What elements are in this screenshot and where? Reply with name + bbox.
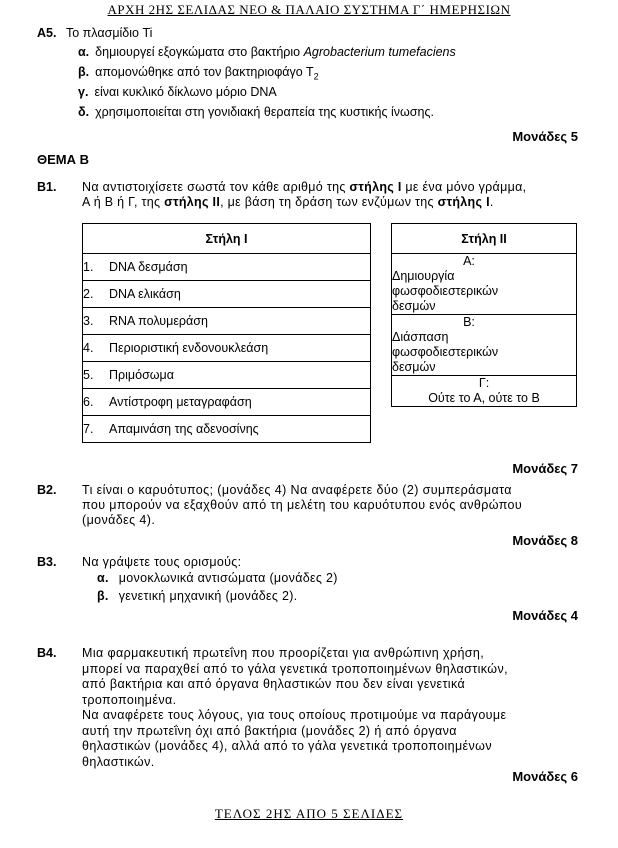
question-number-a5: Α5. [37, 26, 57, 40]
option-a5-c: γ. είναι κυκλικό δίκλωνο μόριο DNA [78, 85, 277, 99]
marks-b2: Μονάδες 8 [512, 533, 578, 548]
table-row: Β: Διάσπαση φωσφοδιεστερικών δεσμών [392, 315, 577, 376]
table-row: 5. Πριμόσωμα [83, 362, 371, 389]
option-a5-b: β. απομονώθηκε από τον βακτηριοφάγο $T_2$ [78, 65, 319, 82]
page-header: ΑΡΧΗ 2ΗΣ ΣΕΛΙΔΑΣ ΝΕΟ & ΠΑΛΑΙΟ ΣΥΣΤΗΜΑ Γ΄ ΗΜΕΡΗΣΙΩΝ [107, 2, 511, 17]
section-title: ΘΕΜΑ Β [37, 152, 89, 167]
question-text-b2: Τι είναι ο καρυότυπος; (μονάδες 4) Να αναφέρετε δύο (2) συμπεράσματα που μπορούν να εξαχθούν από τη μελέτη του καρυότυπου ενός ανθρώπου (μονάδες 4). [82, 483, 523, 527]
marks-b1: Μονάδες 7 [512, 461, 578, 476]
table-row: 3. RNA πολυμεράση [83, 308, 371, 335]
question-number-b1: Β1. [37, 180, 57, 194]
column-2-header: Στήλη ΙΙ [392, 224, 577, 254]
question-number-b3: Β3. [37, 555, 57, 569]
table-row: Γ: Ούτε το Α, ούτε το Β [392, 376, 577, 407]
option-a5-a: α. δημιουργεί εξογκώματα στο βακτήριο Agrobacterium tumefaciens [78, 45, 456, 59]
table-row: Α: Δημιουργία φωσφοδιεστερικών δεσμών [392, 254, 577, 315]
table-row: 2. DNA ελικάση [83, 281, 371, 308]
option-a5-d: δ. χρησιμοποιείται στη γονιδιακή θεραπεία της κυστικής ίνωσης. [78, 105, 434, 119]
option-b3-a: α. μονοκλωνικά αντισώματα (μονάδες 2) [97, 571, 338, 585]
question-text-b1-line1: Να αντιστοιχίσετε σωστά τον κάθε αριθμό της στήλης Ι με ένα μόνο γράμμα, [82, 180, 527, 194]
question-number-b2: Β2. [37, 483, 57, 497]
table-row: 4. Περιοριστική ενδονουκλεάση [83, 335, 371, 362]
question-text-b4: Μια φαρμακευτική πρωτεΐνη που προορίζεται για ανθρώπινη χρήση, μπορεί να παραχθεί από το γάλα γενετικά τροποποιημένων θηλαστικών, από βακτήρια και από όργανα θηλαστικών που δεν είναι γενετικά τροποποιημένα. Να αναφέρετε τους λόγους, για τους οποίους προτιμούμε να παράγουμε αυτή την πρωτεΐνη όχι από βακτήρια (μονάδες 2) ή από όργανα θηλαστικών (μονάδες 4), αλλά από το γάλα γενετικά τροποποιημένων θηλαστικών. [82, 646, 508, 769]
column-1-table [82, 223, 371, 443]
table-row: 7. Απαμινάση της αδενοσίνης [83, 416, 371, 443]
marks-b4: Μονάδες 6 [512, 769, 578, 784]
column-1-header: Στήλη Ι [83, 224, 371, 254]
table-row: 6. Αντίστροφη μεταγραφάση [83, 389, 371, 416]
question-number-b4: Β4. [37, 646, 57, 660]
table-row: 1. DNA δεσμάση [83, 254, 371, 281]
column-2-table [391, 223, 577, 407]
question-text-b1-line2: Α ή Β ή Γ, της στήλης ΙΙ, με βάση τη δράση των ενζύμων της στήλης Ι. [82, 195, 494, 209]
marks-b3: Μονάδες 4 [512, 608, 578, 623]
question-stem-b3: Να γράψετε τους ορισμούς: [82, 555, 242, 569]
page-footer: ΤΕΛΟΣ 2ΗΣ ΑΠΟ 5 ΣΕΛΙΔΕΣ [214, 806, 404, 821]
marks-a5: Μονάδες 5 [512, 129, 578, 144]
option-b3-b: β. γενετική μηχανική (μονάδες 2). [97, 589, 298, 603]
question-stem-a5: Το πλασμίδιο Ti [66, 26, 153, 40]
